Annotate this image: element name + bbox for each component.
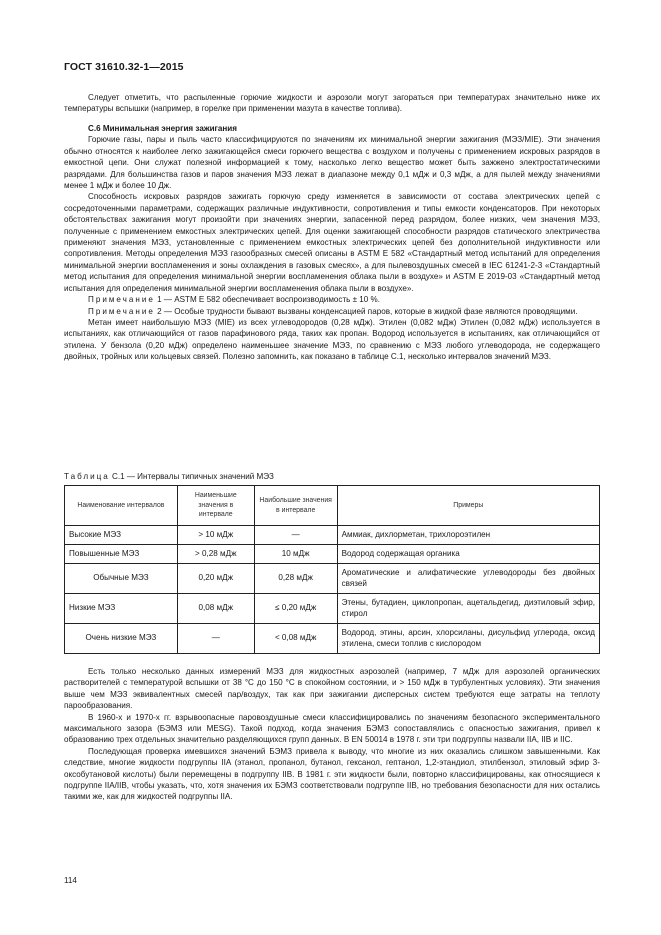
table-caption — [64, 472, 274, 481]
interval-min: > 0,28 мДж — [177, 545, 254, 564]
note-text: 2 — Особые трудности бывают вызваны конденсацией паров, которые в жидкой фазе являются проводящими. — [157, 306, 578, 316]
header-cell: Примеры — [337, 486, 599, 526]
interval-name: Обычные МЭЗ — [65, 564, 178, 594]
interval-max: < 0,08 мДж — [254, 624, 337, 654]
interval-examples: Водород содержащая органика — [337, 545, 599, 564]
note-text: 1 — ASTM E 582 обеспечивает воспроизводимость ± 10 %. — [157, 295, 381, 305]
mee-intervals-table — [64, 485, 600, 654]
table-header-row — [65, 486, 600, 526]
interval-max: ≤ 0,20 мДж — [254, 594, 337, 624]
table-caption-label: Таблица — [64, 472, 110, 481]
interval-min: 0,20 мДж — [177, 564, 254, 594]
paragraph: Метан имеет наибольшую МЭЗ (MIE) из всех углеводородов (0,28 мДж). Этилен (0,082 мДж) Этилен (0,082 мДж) используется в испытаниях, как отличающийся от газов парафинового ряда, таких как пропан. Водород используется в испытаниях, как отличающийся от этилена. У бензола (0,20 мДж) определено наименьшее значение МЭЗ, по сравнению с МЭЗ любого углеводорода, не содержащего двойных, тройных или кольцевых связей. Полезно запомнить, как показано в таблице С.1, несколько интервалов значений МЭЗ. — [64, 317, 600, 362]
header-cell: Наименьшие значения в интервале — [177, 486, 254, 526]
interval-max: 0,28 мДж — [254, 564, 337, 594]
table-row — [65, 624, 600, 654]
section-heading: С.6 Минимальная энергия зажигания — [88, 124, 237, 133]
interval-max: 10 мДж — [254, 545, 337, 564]
paragraph: Горючие газы, пары и пыль часто классифицируются по значениям их минимальной энергии зажигания (МЭЗ/MIE). Эти значения обычно относятся к наиболее легко зажигающейся смеси горючего вещества с воздухом и получены с применением искровых разрядов в емкостной цепи. Они служат полезной информацией к тому, насколько легко вещество может быть зажжено электростатическими разрядами. Для большинства газов и паров значения МЭЗ лежат в диапазоне между 0,1 мДж и 0,3 мДж, а для пылей между значениями менее 1 мДж и более 10 Дж. — [64, 135, 600, 191]
table-caption-text: С.1 — Интервалы типичных значений МЭЗ — [111, 472, 274, 481]
paragraph: Есть только несколько данных измерений МЭЗ для жидкостных аэрозолей (например, 7 мДж для аэрозолей органических растворителей с температурой вспышки от 38 °С до 150 °С в спокойном состоянии, и > 150 мДж в турбулентных условиях). Эти значения выше чем МЭЗ эквивалентных смесей пар/воздух, так как при зажигании дисперсных систем требуются еще затраты на теплоту парообразования. — [64, 667, 600, 711]
interval-name: Высокие МЭЗ — [65, 526, 178, 545]
interval-min: > 10 мДж — [177, 526, 254, 545]
header-cell: Наименование интервалов — [65, 486, 178, 526]
note-label: Примечание — [88, 295, 155, 305]
section-c6 — [64, 123, 600, 363]
page-number: 114 — [64, 876, 77, 885]
note-2 — [64, 306, 600, 317]
table-row — [65, 564, 600, 594]
intro-block — [64, 92, 600, 115]
table-row — [65, 594, 600, 624]
document-header: ГОСТ 31610.32-1—2015 — [64, 61, 184, 73]
table-row — [65, 526, 600, 545]
header-cell: Наибольшие значения в интервале — [254, 486, 337, 526]
table-row — [65, 545, 600, 564]
interval-name: Повышенные МЭЗ — [65, 545, 178, 564]
paragraph: Следует отметить, что распыленные горючие жидкости и аэрозоли могут загораться при температурах значительно ниже их температуры вспышки (например, в горелке при применении мазута в качестве топлива). — [64, 93, 600, 114]
interval-examples: Ароматические и алифатические углеводороды без двойных связей — [337, 564, 599, 594]
paragraph: Способность искровых разрядов зажигать горючую среду изменяется в зависимости от состава электрических цепей с сосредоточенными параметрами, содержащих различные индуктивности, сопротивления и типы емкости конденсаторов. При некоторых обстоятельствах зажигания могут произойти при значениях энергии, запасенной перед разрядом, более низких, чем значения МЭЗ, полученные с применением емкостных электрических цепей. Для оценки зажигающей способности разрядов статического электричества применяют значения МЭЗ, установленные с применением емкостных электрических цепей без дополнительной индуктивности или сопротивления. Методы определения МЭЗ газообразных смесей описаны в ASTM E 582 «Стандартный метод испытаний для определения минимальной энергии воспламенения и зоны охлаждения в газовых смесях», а для пылевоздушных смесей в IEC 61241-2-3 «Стандартный метод испытания для определения минимальной энергии воспламенения облака пыли в воздухе» и ASTM E 2019-03 «Стандартный метод испытания для определения минимальной энергии воспламенения облака пыли в воздухе». — [64, 192, 600, 293]
interval-name: Низкие МЭЗ — [65, 594, 178, 624]
paragraph: В 1960-х и 1970-х гг. взрывоопасные паровоздушные смеси классифицировались по значениям безопасного экспериментального максимального зазора (БЭМЗ или MESG). Такой подход, когда значения БЭМЗ сопоставлялись с опасностью зажигания, привел к образованию трех отдельных значительно разделяющихся групп данных. В EN 50014 в 1978 г. эти три подгруппы назвали IIA, IIB и IIC. — [64, 712, 600, 745]
interval-examples: Аммиак, дихлорметан, трихлороэтилен — [337, 526, 599, 545]
note-1 — [64, 294, 600, 305]
interval-min: 0,08 мДж — [177, 594, 254, 624]
note-label: Примечание — [88, 306, 155, 316]
interval-max: — — [254, 526, 337, 545]
interval-min: — — [177, 624, 254, 654]
interval-examples: Этены, бутадиен, циклопропан, ацетальдегид, диэтиловый эфир, стирол — [337, 594, 599, 624]
paragraph: Последующая проверка имевшихся значений БЭМЗ привела к выводу, что многие из них оказались слишком завышенными. Как следствие, многие жидкости подгруппы IIA (этанол, пропанол, бутанол, гексанол, гептанол, 1,2-этандиол, этилбензол, этиловый эфир 3-оксобутановой кислоты) были перемещены в подгруппу IIB. В 1981 г. эти жидкости были, повторно классифицированы, как относящиеся к подгруппе IIA/IIB, чтобы указать, что, хотя значения их БЭМЗ соответствовали подгруппе IIB, но требования безопасности для них остались такими же, как для жидкостей подгруппы IIA. — [64, 746, 600, 802]
interval-name: Очень низкие МЭЗ — [65, 624, 178, 654]
after-table-block — [64, 666, 600, 803]
interval-examples: Водород, этины, арсин, хлорсиланы, дисульфид углерода, оксид этилена, смеси топлив с кислородом — [337, 624, 599, 654]
